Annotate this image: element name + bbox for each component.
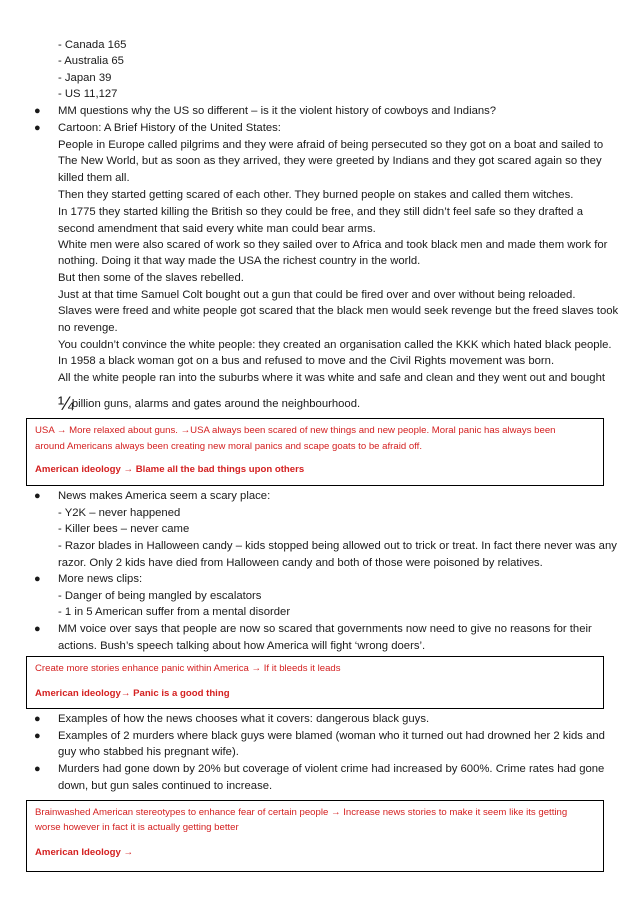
bullet-text: MM questions why the US so different – is it the violent history of cowboys and Indians? <box>58 105 497 117</box>
bullet-text: News makes America seem a scary place: <box>58 490 271 502</box>
list-item: - 1 in 5 American suffer from a mental disorder <box>58 606 291 618</box>
annotation-line: around Americans always been creating new moral panics and scape goats to be afraid off. <box>35 441 423 452</box>
paragraph-line: In 1775 they started killing the British so they could be free, and they still didn’t feel safe so they drafted a <box>58 206 583 218</box>
list-item: - Japan 39 <box>58 72 112 84</box>
paragraph-tail: billion guns, alarms and gates around the neighbourhood. <box>71 398 361 410</box>
paragraph-line: But then some of the slaves rebelled. <box>58 272 244 284</box>
bullet-text: down, but gun sales continued to increase. <box>58 780 273 792</box>
annotation-heading: American ideology → Blame all the bad things upon others <box>35 464 305 475</box>
paragraph-line: White men were also scared of work so they sailed over to Africa and took black men and made them work for <box>58 239 608 251</box>
bullet-text: Murders had gone down by 20% but coverage of violent crime had increased by 600%. Crime rates had gone <box>58 763 605 775</box>
annotation-heading: American ideology→ Panic is a good thing <box>35 688 230 699</box>
paragraph-line: Then they started getting scared of each other. They burned people on stakes and called them witches. <box>58 189 574 201</box>
bullet-icon: ● <box>34 730 41 742</box>
paragraph-line: Slaves were freed and white people got scared that the black men would seek revenge but the freed slaves took <box>58 305 619 317</box>
paragraph-line: Just at that time Samuel Colt bought out a gun that could be fired over and over without being reloaded. <box>58 289 576 301</box>
annotation-line: Brainwashed American stereotypes to enhance fear of certain people → Increase news stories to make it seem like its getting <box>35 807 568 818</box>
paragraph-line: You couldn’t convince the white people: they created an organisation called the KKK which hated black people. <box>58 339 612 351</box>
paragraph-line: All the white people ran into the suburbs where it was white and safe and clean and they went out and bought <box>58 372 606 384</box>
annotation-line: Create more stories enhance panic within America → If it bleeds it leads <box>35 663 341 674</box>
list-item: - Killer bees – never came <box>58 523 190 535</box>
bullet-text: More news clips: <box>58 573 143 585</box>
bullet-icon: ● <box>34 573 41 585</box>
bullet-icon: ● <box>34 763 41 775</box>
list-item: - Razor blades in Halloween candy – kids stopped being allowed out to trick or treat. In fact there never was any <box>58 540 617 552</box>
paragraph-line: In 1958 a black woman got on a bus and refused to move and the Civil Rights movement was born. <box>58 355 555 367</box>
bullet-text: MM voice over says that people are now so scared that governments now need to give no reasons for their <box>58 623 592 635</box>
paragraph-line: killed them all. <box>58 172 130 184</box>
list-item: - Australia 65 <box>58 55 124 67</box>
paragraph-line: The New World, but as soon as they arrived, they were greeted by Indians and they got scared again so they <box>58 155 602 167</box>
list-item: - Y2K – never happened <box>58 507 181 519</box>
bullet-icon: ● <box>34 122 41 134</box>
bullet-icon: ● <box>34 713 41 725</box>
fraction-symbol: ¼ <box>58 394 72 415</box>
bullet-icon: ● <box>34 623 41 635</box>
paragraph-line: nothing. Doing it that way made the USA the richest country in the world. <box>58 255 421 267</box>
bullet-text: actions. Bush’s speech talking about how America will fight ‘wrong doers’. <box>58 640 426 652</box>
annotation-line: worse however in fact it is actually getting better <box>35 822 239 833</box>
bullet-icon: ● <box>34 105 41 117</box>
list-item: razor. Only 2 kids have died from Halloween candy and both of those were poisoned by relatives. <box>58 557 543 569</box>
list-item: - US 11,127 <box>58 88 118 100</box>
bullet-text: Cartoon: A Brief History of the United States: <box>58 122 281 134</box>
bullet-icon: ● <box>34 490 41 502</box>
list-item: - Canada 165 <box>58 39 127 51</box>
annotation-line: USA → More relaxed about guns. →USA always been scared of new things and new people. Moral panic has always been <box>35 425 556 436</box>
paragraph-line: People in Europe called pilgrims and they were afraid of being persecuted so they got on a boat and sailed to <box>58 139 604 151</box>
bullet-text: guy who stabbed his pregnant wife). <box>58 746 239 758</box>
paragraph-line: second amendment that said every white man could bear arms. <box>58 223 376 235</box>
annotation-heading: American Ideology → <box>35 847 134 858</box>
paragraph-line: no revenge. <box>58 322 118 334</box>
annotation-box <box>26 800 604 872</box>
bullet-text: Examples of how the news chooses what it covers: dangerous black guys. <box>58 713 430 725</box>
list-item: - Danger of being mangled by escalators <box>58 590 262 602</box>
paragraph-line <box>58 394 361 415</box>
annotation-box <box>26 656 604 709</box>
bullet-text: Examples of 2 murders where black guys were blamed (woman who it turned out had drowned her 2 kids and <box>58 730 605 742</box>
annotation-box <box>26 418 604 486</box>
